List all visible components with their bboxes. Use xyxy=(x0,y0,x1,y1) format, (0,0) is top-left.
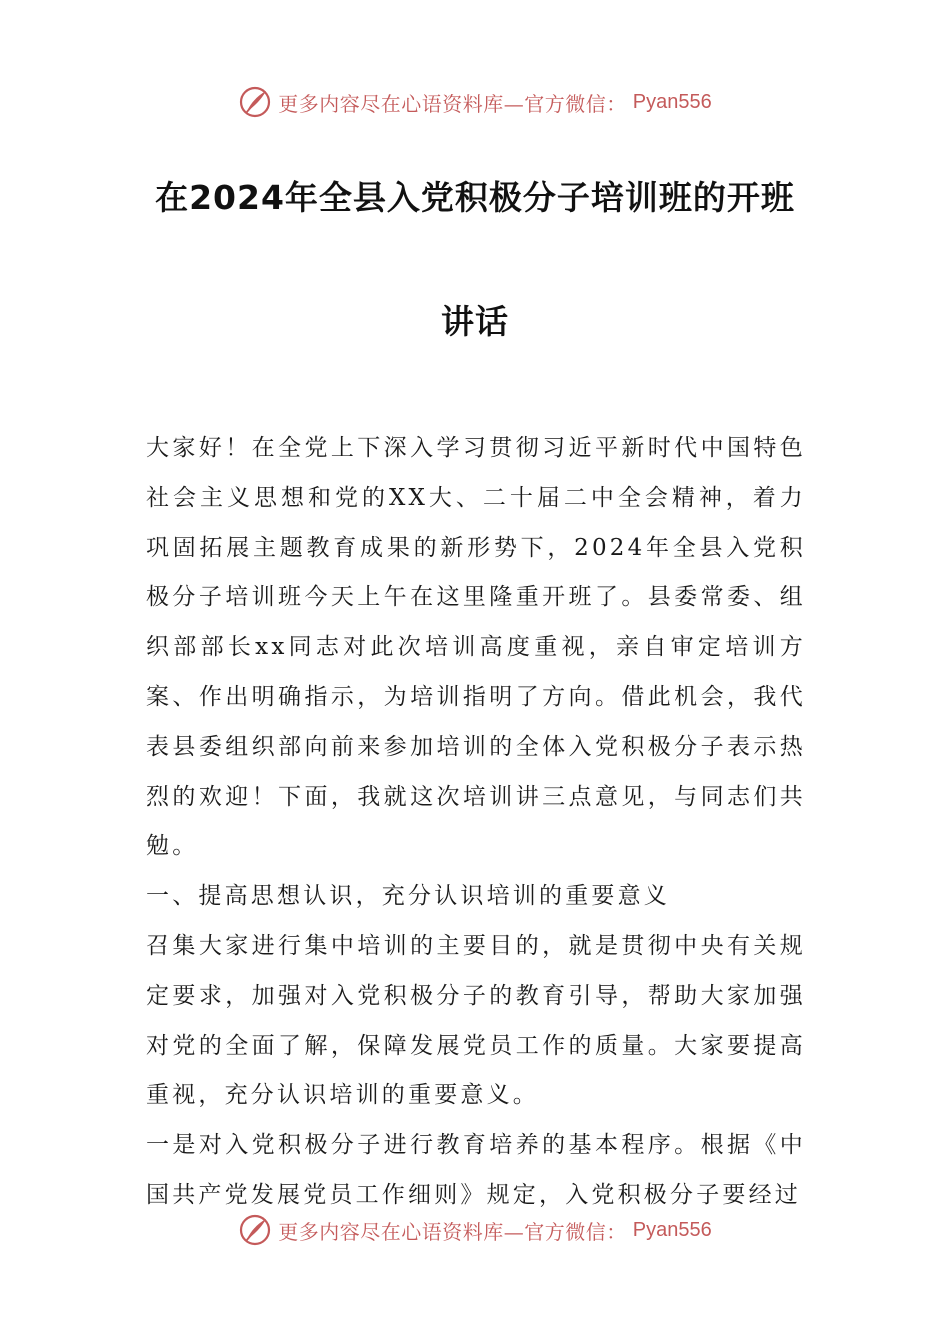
document-body xyxy=(146,424,806,1221)
header-watermark xyxy=(0,82,950,122)
document-title-line-1: 在2024年全县入党积极分子培训班的开班 xyxy=(155,178,795,217)
paragraph-section-1: 召集大家进行集中培训的主要目的，就是贯彻中央有关规定要求，加强对入党积极分子的教育引导，帮助大家加强对党的全面了解，保障发展党员工作的质量。大家要提高重视，充分认识培训的重要意义。 xyxy=(146,932,806,1109)
watermark-text: 更多内容尽在心语资料库—官方微信： xyxy=(278,1219,627,1244)
document-title-line-2: 讲话 xyxy=(441,302,509,341)
feather-pen-icon xyxy=(238,1213,272,1247)
paragraph-intro: 大家好！在全党上下深入学习贯彻习近平新时代中国特色社会主义思想和党的XX大、二十届二中全会精神，着力巩固拓展主题教育成果的新形势下，2024年全县入党积极分子培训班今天上午在这里隆重开班了。县委常委、组织部部长xx同志对此次培训高度重视，亲自审定培训方案、作出明确指示，为培训指明了方向。借此机会，我代表县委组织部向前来参加培训的全体入党积极分子表示热烈的欢迎！下面，我就这次培训讲三点意见，与同志们共勉。 xyxy=(146,435,806,860)
wechat-id: Pyan556 xyxy=(632,1218,712,1241)
footer-watermark xyxy=(0,1210,950,1250)
section-heading-1: 一、提高思想认识，充分认识培训的重要意义 xyxy=(146,883,670,910)
paragraph-point-1: 一是对入党积极分子进行教育培养的基本程序。根据《中国共产党发展党员工作细则》规定，入党积极分子要经过 xyxy=(146,1132,806,1208)
wechat-id: Pyan556 xyxy=(632,90,712,113)
watermark-text: 更多内容尽在心语资料库—官方微信： xyxy=(278,91,627,116)
feather-pen-icon xyxy=(238,85,272,119)
